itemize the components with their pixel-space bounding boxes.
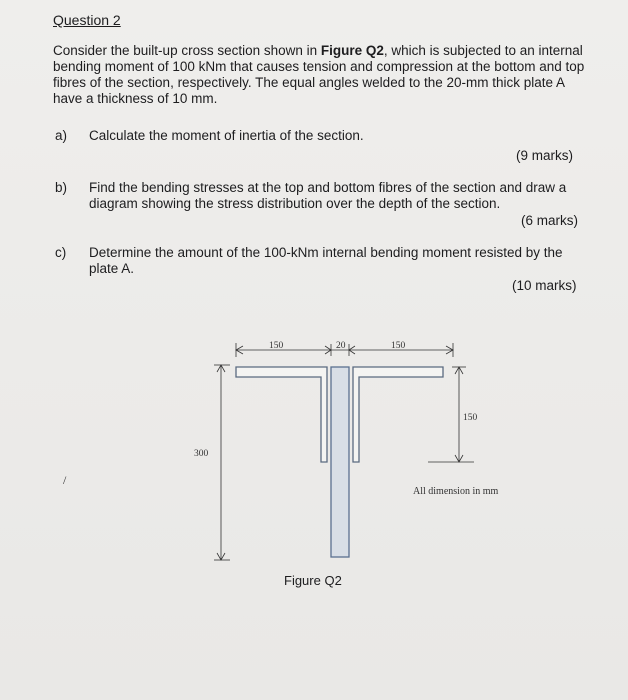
figure-caption: Figure Q2 [284, 573, 342, 588]
left-angle [236, 367, 327, 462]
intro-text-before: Consider the built-up cross section shown in [53, 43, 321, 58]
part-a-marks: (9 marks) [516, 148, 573, 163]
part-b-text: Find the bending stresses at the top and bottom fibres of the section and draw a diagram showing the stress distribution over the depth of the section. [89, 180, 567, 211]
part-a-text: Calculate the moment of inertia of the section. [89, 128, 364, 143]
dimension-note: All dimension in mm [413, 486, 499, 497]
dim-left-width: 150 [269, 341, 284, 351]
dim-leg-length: 150 [463, 413, 478, 423]
intro-text-after: , which is subjected to an internal bending moment of 100 kNm that causes tension and compression at the bottom and top fibres of the section, respectively. The equal angles welded to the 20-mm thick plate A have a thickness of 10 mm. [53, 43, 585, 106]
dim-depth: 300 [194, 449, 209, 459]
part-b-label: b) [55, 180, 68, 195]
part-c-text: Determine the amount of the 100-kNm internal bending moment resisted by the plate A. [89, 245, 563, 276]
dim-right-width: 150 [391, 341, 406, 351]
question-title: Question 2 [53, 12, 121, 28]
part-c-label: c) [55, 245, 67, 260]
part-c-marks: (10 marks) [512, 278, 577, 293]
part-b-marks: (6 marks) [521, 213, 578, 228]
figure-reference: Figure Q2 [320, 43, 384, 58]
part-a-label: a) [55, 128, 68, 143]
dim-web-thickness: 20 [336, 341, 346, 351]
stray-mark: / [63, 473, 67, 487]
right-angle [353, 367, 443, 462]
plate-a [331, 367, 349, 557]
